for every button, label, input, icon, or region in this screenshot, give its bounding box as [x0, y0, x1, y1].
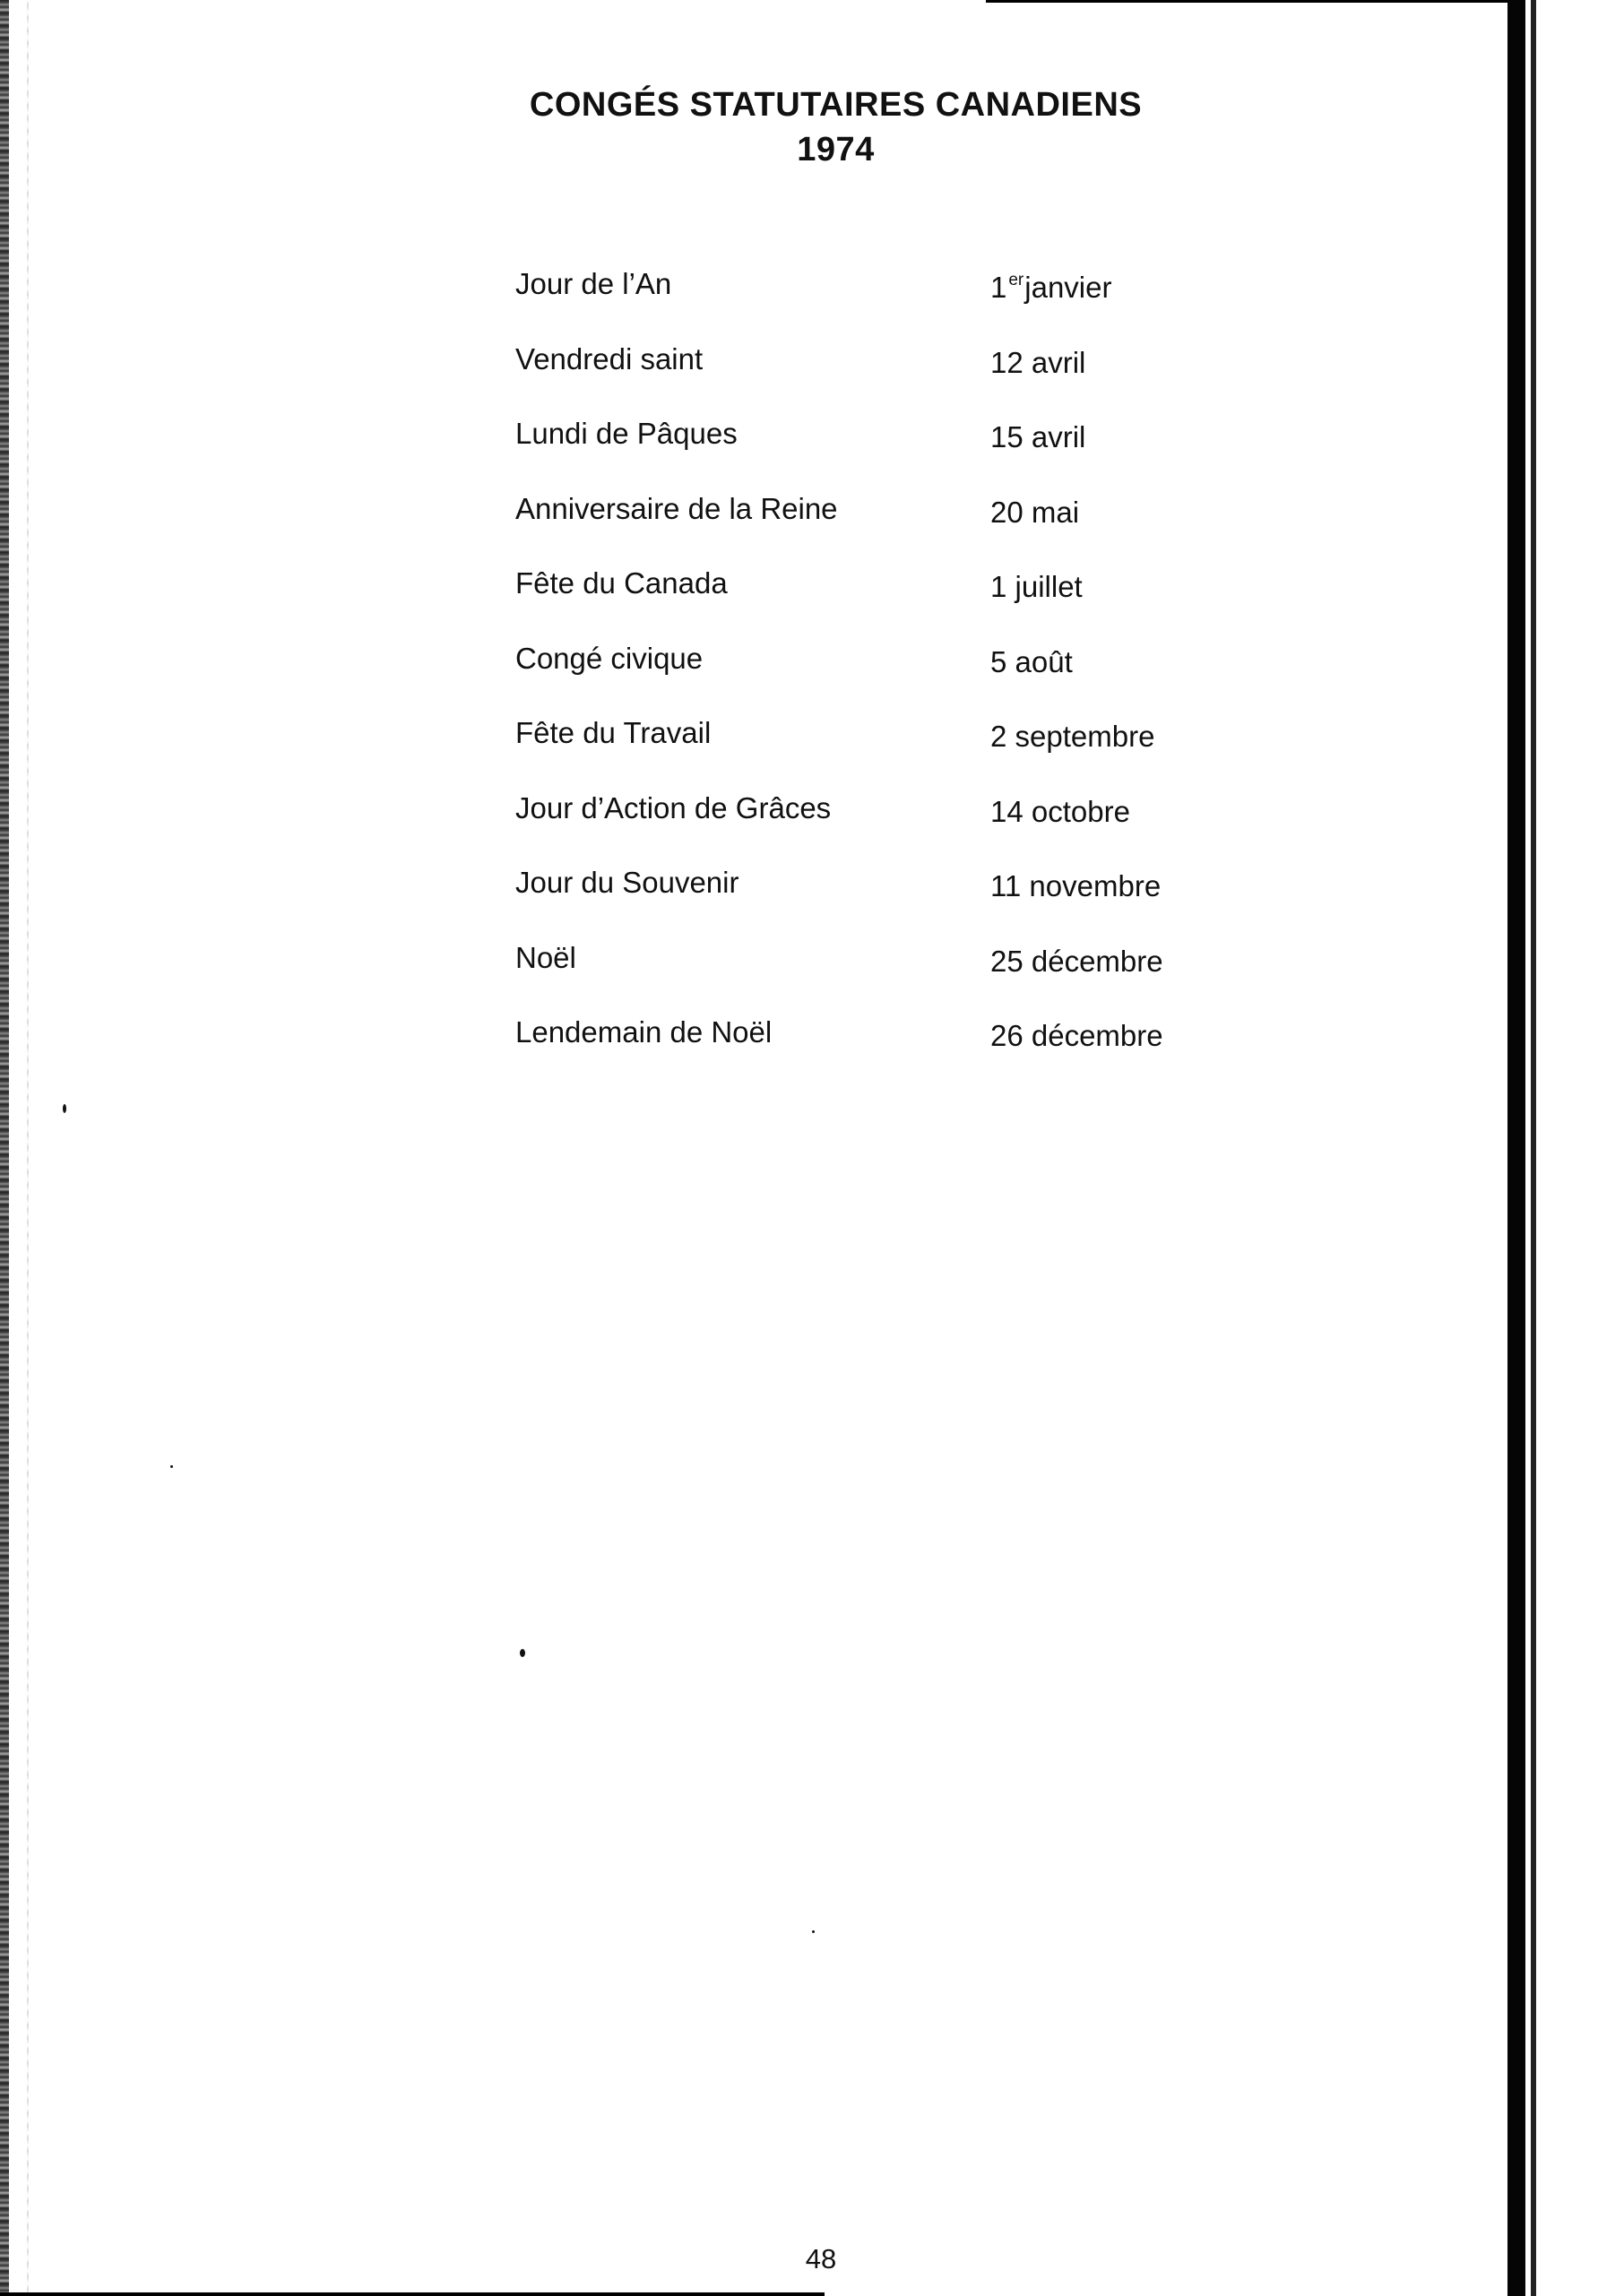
- holiday-date: 15 avril: [990, 420, 1086, 453]
- holiday-row: [515, 335, 1232, 410]
- holiday-name: Fête du Travail: [515, 716, 712, 749]
- scan-bottom-edge: [0, 2292, 825, 2296]
- holiday-name: Lundi de Pâques: [515, 417, 738, 450]
- scan-speck: [520, 1649, 525, 1657]
- holiday-row: [515, 260, 1232, 335]
- holiday-name: Jour de l’An: [515, 267, 672, 300]
- holiday-row: [515, 784, 1232, 859]
- holiday-date: 1 juillet: [990, 570, 1083, 603]
- scan-speck: [63, 1104, 66, 1113]
- document-title: CONGÉS STATUTAIRES CANADIENS: [529, 86, 1143, 124]
- holiday-date: [990, 271, 1111, 305]
- scan-speck: [170, 1465, 173, 1468]
- scan-top-edge: [986, 0, 1524, 3]
- holiday-row: [515, 485, 1232, 560]
- scan-right-binding-edge: [1507, 0, 1525, 2296]
- holiday-row: [515, 709, 1232, 784]
- scan-right-binding-edge-thin: [1531, 0, 1536, 2296]
- holiday-date: 14 octobre: [990, 794, 1130, 828]
- document-year: 1974: [797, 131, 875, 168]
- holiday-date: 5 août: [990, 644, 1073, 678]
- holiday-date: 25 décembre: [990, 944, 1163, 978]
- holiday-name: Lendemain de Noël: [515, 1015, 773, 1049]
- holiday-name: Congé civique: [515, 641, 704, 675]
- holiday-row: [515, 859, 1232, 934]
- holiday-name: Fête du Canada: [515, 566, 728, 600]
- holiday-date-ordinal: er: [1008, 271, 1024, 289]
- holiday-list: [515, 260, 1232, 1083]
- holiday-name: Vendredi saint: [515, 341, 704, 375]
- scan-left-edge: [0, 0, 9, 2296]
- holiday-row: [515, 1008, 1232, 1083]
- holiday-date: 26 décembre: [990, 1019, 1163, 1052]
- holiday-row: [515, 410, 1232, 485]
- scan-speck: [812, 1930, 815, 1933]
- holiday-row: [515, 559, 1232, 634]
- holiday-date: 12 avril: [990, 345, 1086, 379]
- holiday-name: Jour d’Action de Grâces: [515, 790, 832, 824]
- holiday-name: Anniversaire de la Reine: [515, 491, 838, 525]
- scan-left-shadow: [27, 0, 29, 2296]
- holiday-row: [515, 934, 1232, 1009]
- holiday-row: [515, 634, 1232, 710]
- holiday-date-day: 1: [990, 271, 1007, 304]
- holiday-name: Jour du Souvenir: [515, 866, 739, 899]
- holiday-date: 20 mai: [990, 495, 1080, 529]
- holiday-date: 11 novembre: [990, 869, 1162, 902]
- page-number: 48: [805, 2243, 837, 2274]
- holiday-date-month: janvier: [1024, 271, 1112, 304]
- holiday-name: Noël: [515, 940, 576, 974]
- holiday-date: 2 septembre: [990, 720, 1155, 753]
